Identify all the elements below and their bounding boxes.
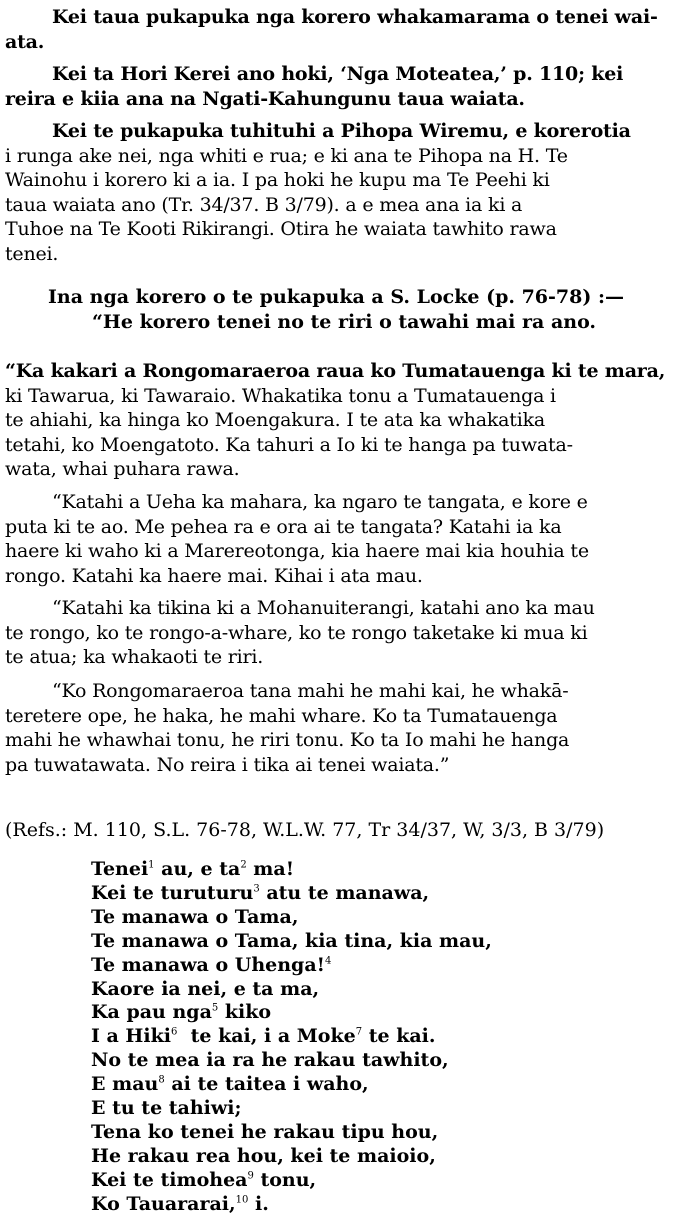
poem-line: Tena ko tenei he rakau tipu hou,: [91, 1120, 439, 1143]
poem-line: Kei te turuturu$^3$ atu te manawa,: [91, 881, 430, 904]
paragraph-line: Kei ta Hori Kerei ano hoki, ‘Nga Moteatea,’ p. 110; kei: [52, 63, 624, 85]
paragraph-line: tenei.: [5, 242, 59, 265]
paragraph-line: pa tuwatawata. No reira i tika ai tenei waiata.”: [5, 753, 450, 776]
paragraph-line: “Ka kakari a Rongomaraeroa raua ko Tumatauenga ki te mara,: [5, 360, 666, 382]
paragraph-line: reira e kiia ana na Ngati-Kahungunu taua waiata.: [5, 87, 525, 110]
poem-line: Ko Tauararai,$^{10}$ i.: [91, 1192, 269, 1215]
paragraph-line: “Ko Rongomaraeroa tana mahi he mahi kai, he whakā-: [52, 680, 569, 702]
paragraph-line: i runga ake nei, nga whiti e rua; e ki ana te Pihopa na H. Te: [5, 144, 568, 167]
footnote-marker: 1: [148, 859, 155, 871]
paragraph-line: rongo. Katahi ka haere mai. Kihai i ata mau.: [5, 564, 423, 587]
paragraph-line: Kei taua pukapuka nga korero whakamarama o tenei wai-: [52, 6, 658, 28]
paragraph-line: Wainohu i korero ki a ia. I pa hoki he kupu ma Te Peehi ki: [5, 169, 550, 191]
poem-line: E mau$^8$ ai te taitea i waho,: [91, 1073, 369, 1096]
locke-quote-start: “He korero tenei no te riri o tawahi mai ra ano.: [92, 311, 597, 333]
footnote-marker: 4: [325, 955, 332, 967]
paragraph-line: te ahiahi, ka hinga ko Moengakura. I te ata ka whakatika: [5, 409, 546, 431]
paragraph-line: ata.: [5, 30, 45, 53]
paragraph-line: Kei te pukapuka tuhituhi a Pihopa Wiremu, e korerotia: [52, 120, 631, 142]
references-line: (Refs.: M. 110, S.L. 76-78, W.L.W. 77, Tr 34/37, W, 3/3, B 3/79): [5, 819, 605, 841]
paragraph-line: te rongo, ko te rongo-a-whare, ko te rongo taketake ki mua ki: [5, 621, 588, 644]
paragraph-2: [5, 62, 695, 111]
footnote-marker: 10: [235, 1194, 249, 1206]
paragraph-line: ki Tawarua, ki Tawaraio. Whakatika tonu a Tumatauenga i: [5, 384, 556, 407]
poem-line: Ka pau nga$^5$ kiko: [91, 1001, 272, 1024]
footnote-marker: 6: [170, 1027, 178, 1039]
paragraph-line: tetahi, ko Moengatoto. Ka tahuri a Io ki te hanga pa tuwata-: [5, 433, 573, 456]
paragraph-line: mahi he whawhai tonu, he riri tonu. Ko ta Io mahi he hanga: [5, 729, 570, 751]
poem-line: Kaore ia nei, e ta ma,: [91, 977, 320, 1000]
paragraph-line: “Katahi ka tikina ki a Mohanuiterangi, katahi ano ka mau: [52, 597, 595, 619]
paragraph-1: [5, 5, 695, 54]
footnote-marker: 7: [355, 1027, 363, 1039]
paragraph-6: [5, 490, 695, 588]
poem-line: He rakau rea hou, kei te maioio,: [91, 1144, 436, 1167]
paragraph-3: [5, 119, 695, 266]
paragraph-7: [5, 596, 695, 670]
footnote-marker: 9: [247, 1170, 254, 1182]
paragraph-line: puta ki te ao. Me pehea ra e ora ai te tangata? Katahi ia ka: [5, 515, 562, 538]
paragraph-line: wata, whai puhara rawa.: [5, 458, 240, 480]
waiata-poem: [91, 858, 492, 1217]
paragraph-line: taua waiata ano (Tr. 34/37. B 3/79). a e mea ana ia ki a: [5, 193, 523, 216]
paragraph-line: haere ki waho ki a Marereotonga, kia haere mai kia houhia te: [5, 540, 589, 562]
poem-line: Te manawa o Tama, kia tina, kia mau,: [91, 929, 492, 952]
footnote-marker: 2: [240, 859, 247, 871]
poem-line: E tu te tahiwi;: [91, 1097, 242, 1120]
poem-line: Tenei$^1$ au, e $ta^2$ ma!: [91, 858, 295, 880]
paragraph-8: [5, 679, 695, 777]
poem-line: Te manawa o Uhenga!$^4$: [91, 953, 332, 976]
locke-intro: Ina nga korero o te pukapuka a S. Locke (p. 76-78) :—: [48, 286, 624, 308]
poem-line: No te mea ia ra he rakau tawhito,: [91, 1049, 449, 1072]
paragraph-5: [5, 359, 695, 482]
poem-line: Te manawa o Tama,: [91, 905, 299, 928]
footnote-marker: 8: [158, 1074, 165, 1086]
paragraph-line: te atua; ka whakaoti te riri.: [5, 646, 264, 668]
footnote-marker: 3: [253, 883, 260, 895]
paragraph-line: “Katahi a Ueha ka mahara, ka ngaro te tangata, e kore e: [52, 491, 588, 513]
paragraph-line: Tuhoe na Te Kooti Rikirangi. Otira he waiata tawhito rawa: [5, 218, 557, 240]
paragraph-line: teretere ope, he haka, he mahi whare. Ko ta Tumatauenga: [5, 704, 558, 727]
footnote-marker: 5: [211, 1003, 219, 1015]
poem-line: I a Hiki$^6$ te kai, i a Moke$^7$ te kai.: [91, 1025, 436, 1048]
poem-line: Kei te timohea$^9$ tonu,: [91, 1168, 317, 1191]
